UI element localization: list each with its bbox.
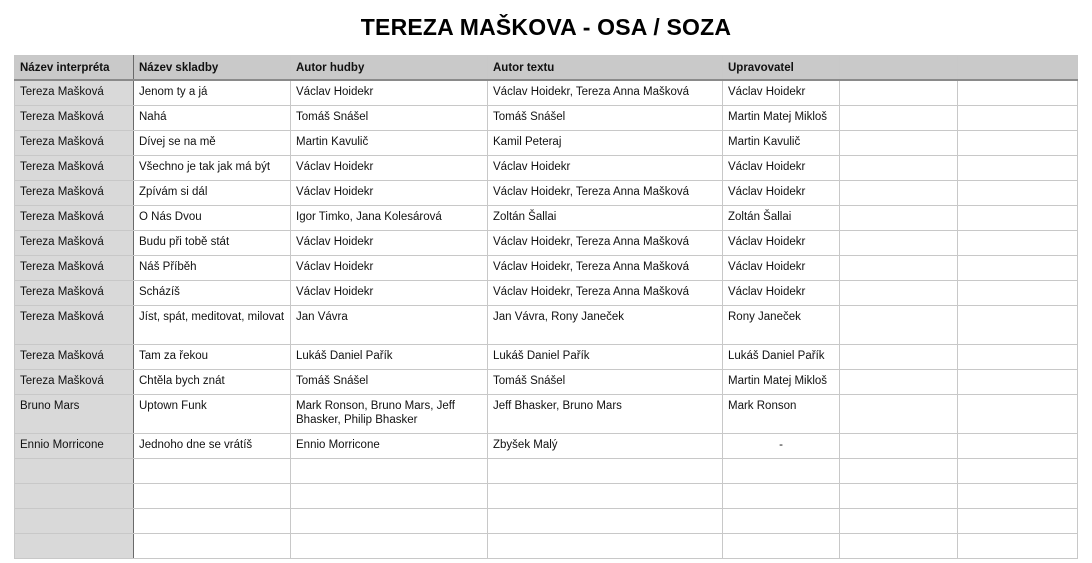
table-row xyxy=(15,509,1078,534)
table-cell[interactable]: Zbyšek Malý xyxy=(488,434,723,459)
header-cell-lyricist[interactable]: Autor textu xyxy=(488,56,723,81)
table-cell[interactable] xyxy=(840,181,958,206)
table-cell[interactable] xyxy=(134,484,291,509)
table-cell[interactable]: Ennio Morricone xyxy=(15,434,134,459)
table-cell[interactable] xyxy=(840,281,958,306)
table-cell[interactable]: - xyxy=(723,434,840,459)
table-cell[interactable]: Tomáš Snášel xyxy=(488,106,723,131)
table-cell[interactable]: Tereza Mašková xyxy=(15,370,134,395)
table-cell[interactable]: Jan Vávra, Rony Janeček xyxy=(488,306,723,345)
table-cell[interactable]: Václav Hoidekr, Tereza Anna Mašková xyxy=(488,181,723,206)
table-cell[interactable]: Václav Hoidekr xyxy=(723,231,840,256)
table-cell[interactable] xyxy=(840,484,958,509)
table-cell[interactable]: Václav Hoidekr xyxy=(723,156,840,181)
table-cell[interactable]: Náš Příběh xyxy=(134,256,291,281)
header-row xyxy=(15,56,1078,81)
table-cell[interactable]: Uptown Funk xyxy=(134,395,291,434)
table-cell[interactable] xyxy=(15,534,134,559)
table-cell[interactable]: Budu při tobě stát xyxy=(134,231,291,256)
table-cell[interactable] xyxy=(723,509,840,534)
table-cell[interactable]: Chtěla bych znát xyxy=(134,370,291,395)
table-cell[interactable]: Mark Ronson xyxy=(723,395,840,434)
header-cell-arranger[interactable]: Upravovatel xyxy=(723,56,840,81)
table-cell[interactable] xyxy=(958,156,1078,181)
table-cell[interactable] xyxy=(291,509,488,534)
table-row xyxy=(15,459,1078,484)
table-cell[interactable] xyxy=(958,281,1078,306)
table-cell[interactable] xyxy=(958,80,1078,106)
table-cell[interactable]: Václav Hoidekr, Tereza Anna Mašková xyxy=(488,256,723,281)
table-cell[interactable] xyxy=(15,484,134,509)
table-cell[interactable] xyxy=(488,459,723,484)
table-row xyxy=(15,281,1078,306)
table-cell[interactable] xyxy=(958,345,1078,370)
table-cell[interactable] xyxy=(488,509,723,534)
table-cell[interactable]: Václav Hoidekr, Tereza Anna Mašková xyxy=(488,231,723,256)
table-cell[interactable] xyxy=(840,509,958,534)
table-cell[interactable]: Tereza Mašková xyxy=(15,231,134,256)
table-cell[interactable]: Tomáš Snášel xyxy=(488,370,723,395)
table-cell[interactable]: Martin Matej Mikloš xyxy=(723,370,840,395)
table-cell[interactable]: Václav Hoidekr xyxy=(291,256,488,281)
table-row xyxy=(15,80,1078,106)
table-cell[interactable]: Jíst, spát, meditovat, milovat xyxy=(134,306,291,345)
table-cell[interactable] xyxy=(840,395,958,434)
table-row xyxy=(15,106,1078,131)
table-cell[interactable]: Tereza Mašková xyxy=(15,156,134,181)
table-cell[interactable] xyxy=(723,484,840,509)
table-row xyxy=(15,534,1078,559)
table-cell[interactable]: Tereza Mašková xyxy=(15,80,134,106)
page-title: TEREZA MAŠKOVA - OSA / SOZA xyxy=(360,14,732,40)
table-row xyxy=(15,206,1078,231)
table-cell[interactable] xyxy=(958,306,1078,345)
table-cell[interactable] xyxy=(958,509,1078,534)
table-cell[interactable] xyxy=(134,534,291,559)
table-cell[interactable]: Nahá xyxy=(134,106,291,131)
table-cell[interactable] xyxy=(134,459,291,484)
table-cell[interactable]: Tomáš Snášel xyxy=(291,106,488,131)
table-cell[interactable]: Rony Janeček xyxy=(723,306,840,345)
table-cell[interactable] xyxy=(840,206,958,231)
table-cell[interactable]: Kamil Peteraj xyxy=(488,131,723,156)
table-cell[interactable]: Tereza Mašková xyxy=(15,281,134,306)
table-cell[interactable]: Václav Hoidekr xyxy=(291,80,488,106)
table-cell[interactable]: Václav Hoidekr xyxy=(723,256,840,281)
table-cell[interactable] xyxy=(840,306,958,345)
table-cell[interactable] xyxy=(840,156,958,181)
table-cell[interactable]: Václav Hoidekr xyxy=(291,281,488,306)
table-cell[interactable] xyxy=(291,459,488,484)
table-cell[interactable] xyxy=(488,484,723,509)
table-cell[interactable]: Václav Hoidekr, Tereza Anna Mašková xyxy=(488,80,723,106)
table-cell[interactable]: Jenom ty a já xyxy=(134,80,291,106)
table-cell[interactable]: Bruno Mars xyxy=(15,395,134,434)
table-cell[interactable] xyxy=(958,370,1078,395)
table-cell[interactable] xyxy=(958,206,1078,231)
table-cell[interactable]: Tereza Mašková xyxy=(15,181,134,206)
table-cell[interactable] xyxy=(723,534,840,559)
table-cell[interactable]: Martin Matej Mikloš xyxy=(723,106,840,131)
table-cell[interactable] xyxy=(840,434,958,459)
table-cell[interactable] xyxy=(840,534,958,559)
table-cell[interactable]: Václav Hoidekr xyxy=(291,181,488,206)
table-cell[interactable]: Lukáš Daniel Pařík xyxy=(291,345,488,370)
table-cell[interactable] xyxy=(958,484,1078,509)
table-cell[interactable]: Tereza Mašková xyxy=(15,306,134,345)
table-cell[interactable] xyxy=(958,434,1078,459)
table-cell[interactable]: Martin Kavulič xyxy=(291,131,488,156)
table-cell[interactable]: Jan Vávra xyxy=(291,306,488,345)
table-cell[interactable]: Tereza Mašková xyxy=(15,106,134,131)
table-cell[interactable] xyxy=(15,509,134,534)
table-cell[interactable]: Tomáš Snášel xyxy=(291,370,488,395)
table-cell[interactable]: O Nás Dvou xyxy=(134,206,291,231)
table-cell[interactable] xyxy=(958,131,1078,156)
table-row xyxy=(15,306,1078,345)
table-row xyxy=(15,256,1078,281)
table-cell[interactable]: Václav Hoidekr xyxy=(723,181,840,206)
table-cell[interactable] xyxy=(958,534,1078,559)
header-cell-interpret[interactable]: Název interpréta xyxy=(15,56,134,81)
table-cell[interactable]: Tereza Mašková xyxy=(15,206,134,231)
table-cell[interactable]: Václav Hoidekr xyxy=(488,156,723,181)
table-row xyxy=(15,181,1078,206)
table-cell[interactable] xyxy=(15,459,134,484)
table-cell[interactable]: Tereza Mašková xyxy=(15,345,134,370)
table-cell[interactable] xyxy=(840,459,958,484)
table-cell[interactable] xyxy=(723,459,840,484)
table-cell[interactable] xyxy=(134,509,291,534)
table-cell[interactable]: Mark Ronson, Bruno Mars, Jeff Bhasker, Philip Bhasker xyxy=(291,395,488,434)
table-cell[interactable]: Václav Hoidekr xyxy=(291,231,488,256)
table-cell[interactable]: Lukáš Daniel Pařík xyxy=(488,345,723,370)
table-cell[interactable] xyxy=(291,484,488,509)
songs-table xyxy=(14,55,1078,559)
table-cell[interactable]: Scházíš xyxy=(134,281,291,306)
table-cell[interactable]: Martin Kavulič xyxy=(723,131,840,156)
table-cell[interactable] xyxy=(840,80,958,106)
table-cell[interactable] xyxy=(958,256,1078,281)
table-row xyxy=(15,231,1078,256)
table-cell[interactable] xyxy=(958,106,1078,131)
table-cell[interactable]: Tereza Mašková xyxy=(15,256,134,281)
table-row xyxy=(15,131,1078,156)
table-cell[interactable] xyxy=(840,370,958,395)
table-cell[interactable]: Václav Hoidekr xyxy=(723,281,840,306)
header-cell-empty-2[interactable] xyxy=(958,56,1078,81)
table-cell[interactable] xyxy=(840,131,958,156)
table-cell[interactable]: Zpívám si dál xyxy=(134,181,291,206)
table-cell[interactable]: Všechno je tak jak má být xyxy=(134,156,291,181)
table-cell[interactable] xyxy=(291,534,488,559)
table-row xyxy=(15,395,1078,434)
table-cell[interactable] xyxy=(958,395,1078,434)
table-cell[interactable]: Zoltán Šallai xyxy=(723,206,840,231)
table-cell[interactable]: Václav Hoidekr xyxy=(291,156,488,181)
table-cell[interactable]: Václav Hoidekr, Tereza Anna Mašková xyxy=(488,281,723,306)
table-cell[interactable] xyxy=(840,345,958,370)
table-cell[interactable]: Tereza Mašková xyxy=(15,131,134,156)
table-row xyxy=(15,484,1078,509)
header-cell-song[interactable]: Název skladby xyxy=(134,56,291,81)
table-cell[interactable] xyxy=(840,231,958,256)
table-cell[interactable] xyxy=(958,181,1078,206)
table-cell[interactable]: Tam za řekou xyxy=(134,345,291,370)
table-cell[interactable] xyxy=(840,256,958,281)
table-cell[interactable]: Jeff Bhasker, Bruno Mars xyxy=(488,395,723,434)
header-cell-empty-1[interactable] xyxy=(840,56,958,81)
table-cell[interactable]: Zoltán Šallai xyxy=(488,206,723,231)
table-cell[interactable]: Dívej se na mě xyxy=(134,131,291,156)
table-row xyxy=(15,345,1078,370)
table-cell[interactable] xyxy=(488,534,723,559)
table-cell[interactable] xyxy=(958,459,1078,484)
table-cell[interactable] xyxy=(840,106,958,131)
table-cell[interactable]: Jednoho dne se vrátíš xyxy=(134,434,291,459)
table-cell[interactable]: Václav Hoidekr xyxy=(723,80,840,106)
table-row xyxy=(15,434,1078,459)
table-cell[interactable]: Igor Timko, Jana Kolesárová xyxy=(291,206,488,231)
table-row xyxy=(15,156,1078,181)
table-row xyxy=(15,370,1078,395)
table-cell[interactable]: Ennio Morricone xyxy=(291,434,488,459)
header-cell-composer[interactable]: Autor hudby xyxy=(291,56,488,81)
table-cell[interactable] xyxy=(958,231,1078,256)
table-cell[interactable]: Lukáš Daniel Pařík xyxy=(723,345,840,370)
